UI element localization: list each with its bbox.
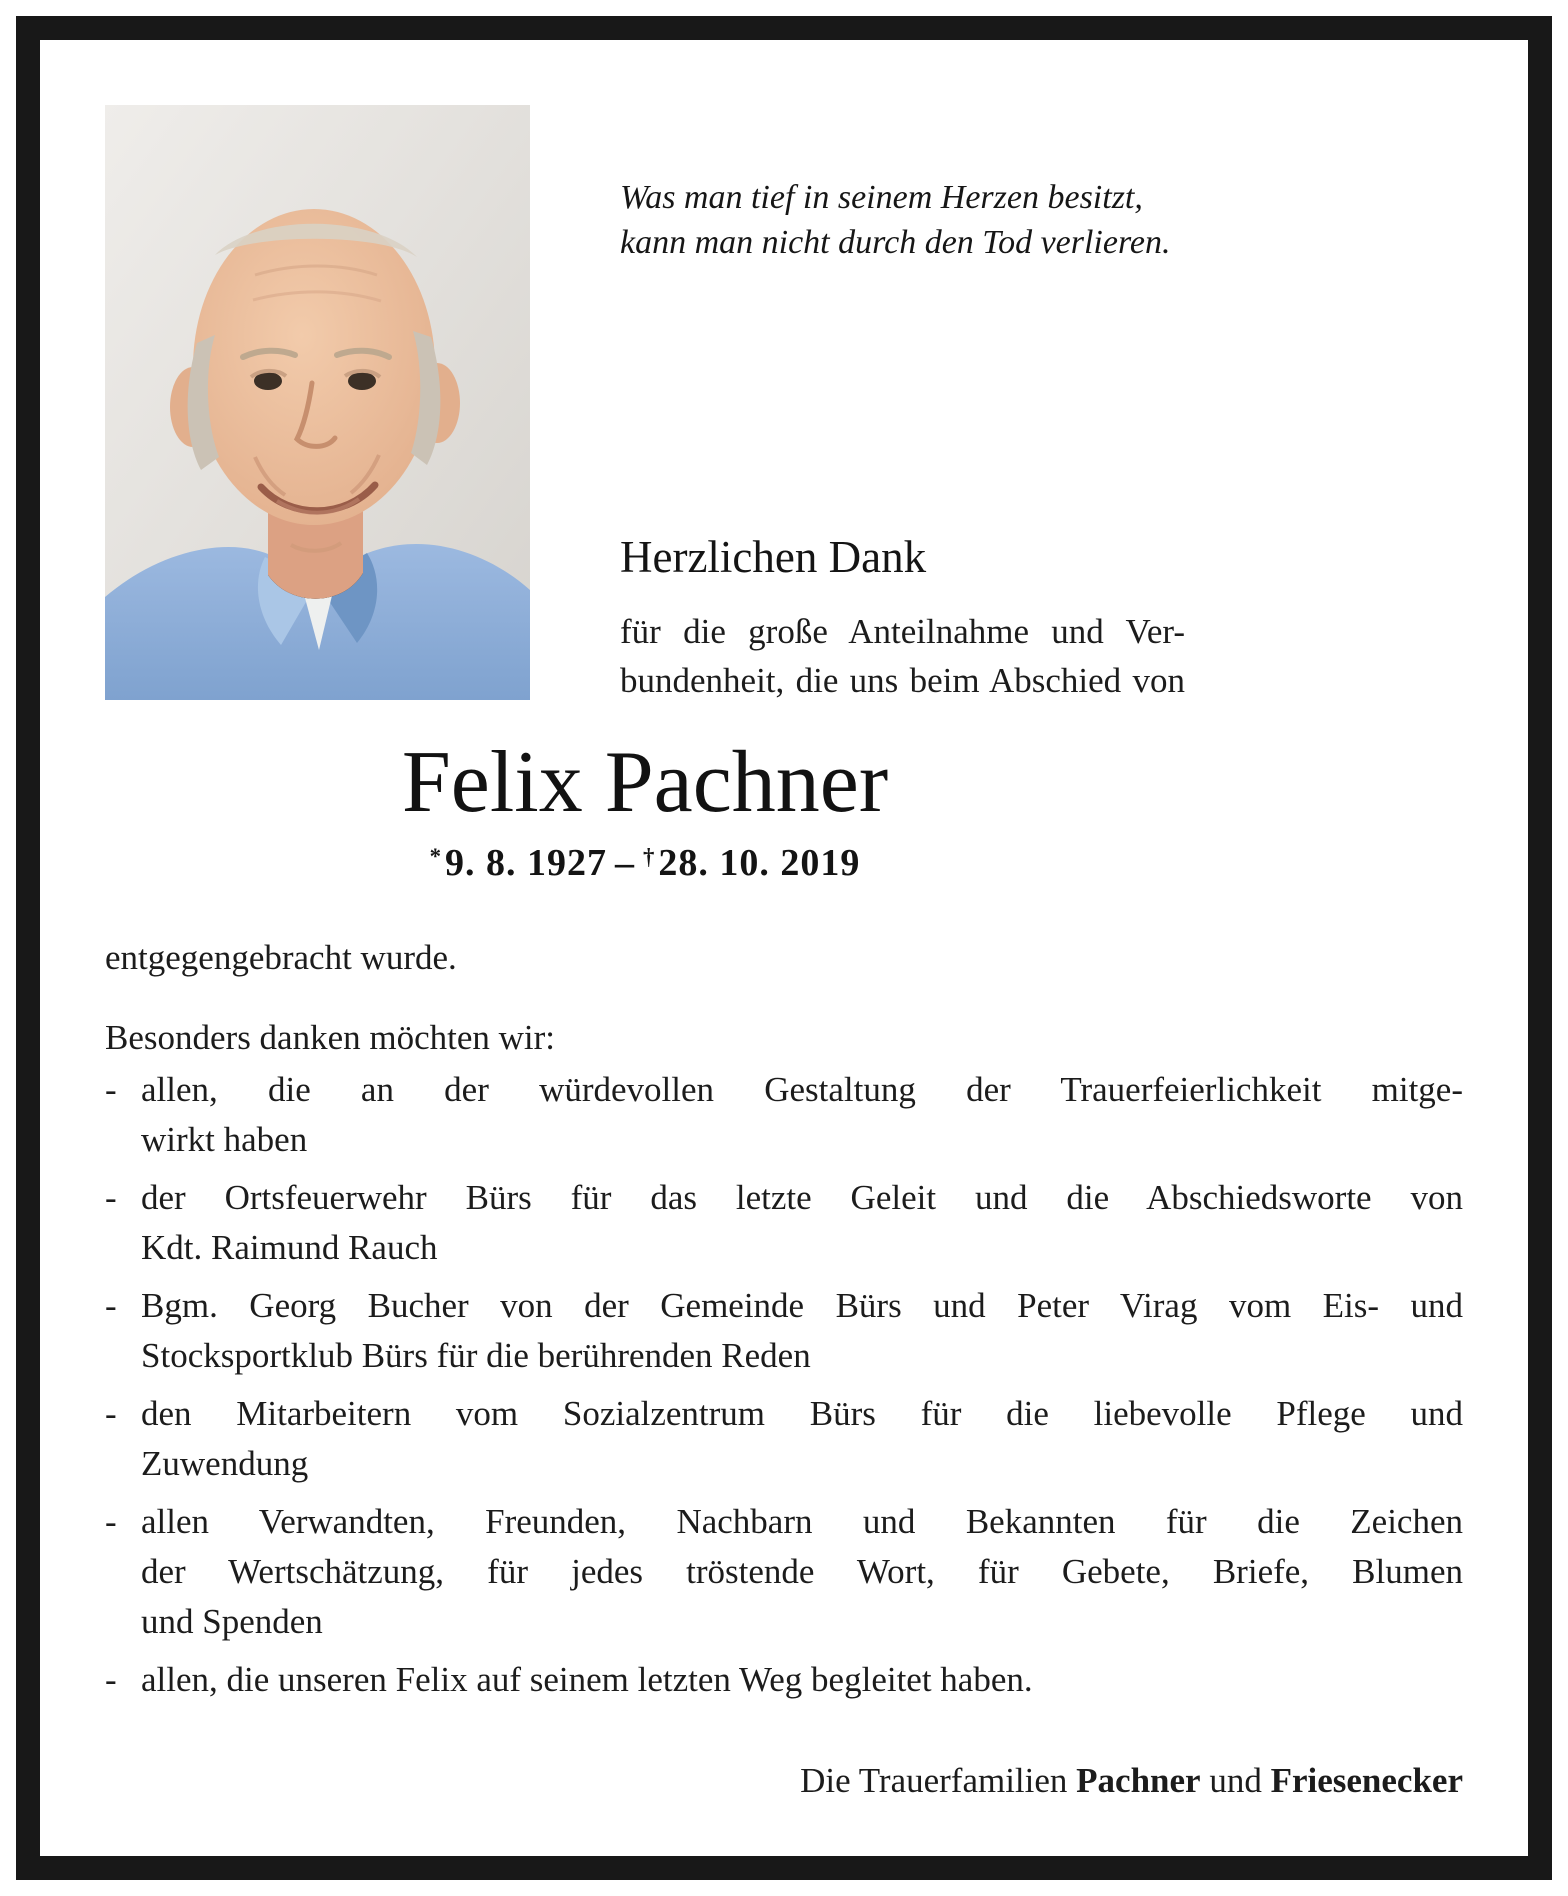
family-name-friesenecker: Friesenecker <box>1270 1761 1463 1800</box>
top-block <box>105 105 1185 705</box>
quote-line: Was man tief in seinem Herzen besitzt, <box>620 179 1143 216</box>
name-block <box>105 734 1185 885</box>
dash-bullet: - <box>105 1286 117 1325</box>
list-item-line: allen, die an der würdevollen Gestaltung der Trauerfeierlichkeit mitge- <box>141 1070 1463 1109</box>
portrait-illustration <box>105 105 530 700</box>
list-item-text <box>141 1655 1463 1705</box>
life-dates <box>105 841 1185 885</box>
dates-separator: – <box>615 842 635 884</box>
dash-bullet: - <box>105 1660 117 1699</box>
intro-paragraph <box>620 607 1185 705</box>
list-item <box>105 1389 1463 1489</box>
list-item-line: Kdt. Raimund Rauch <box>141 1228 438 1267</box>
deceased-name: Felix Pachner <box>401 734 889 831</box>
acknowledgment-line: entgegengebracht wurde. <box>105 938 457 977</box>
birth-symbol: * <box>429 843 442 869</box>
list-item <box>105 1173 1463 1273</box>
list-item-line: der Ortsfeuerwehr Bürs für das letzte Geleit und die Abschiedsworte von <box>141 1178 1463 1217</box>
list-item-text <box>141 1281 1463 1381</box>
intro-line: für die große Anteilnahme und Ver- <box>620 612 1185 651</box>
list-item <box>105 1655 1463 1705</box>
list-item-line: Stocksportklub Bürs für die berührenden Reden <box>141 1336 811 1375</box>
dash-bullet: - <box>105 1394 117 1433</box>
list-item-line: wirkt haben <box>141 1120 308 1159</box>
dash-bullet: - <box>105 1070 117 1109</box>
list-item-text <box>141 1497 1463 1647</box>
list-item <box>105 1281 1463 1381</box>
thanks-list <box>105 1065 1463 1705</box>
dash-bullet: - <box>105 1502 117 1541</box>
dash-bullet: - <box>105 1178 117 1217</box>
list-item <box>105 1065 1463 1165</box>
quote-line: kann man nicht durch den Tod verlieren. <box>620 224 1171 261</box>
list-item-line: den Mitarbeitern vom Sozialzentrum Bürs für die liebevolle Pflege und <box>141 1394 1463 1433</box>
list-item-text <box>141 1173 1463 1273</box>
footer-line <box>105 1757 1463 1805</box>
thanks-heading: Herzlichen Dank <box>620 532 927 582</box>
death-date: 28. 10. 2019 <box>658 842 861 884</box>
thanks-intro: Besonders danken möchten wir: <box>105 1018 556 1057</box>
list-item-text <box>141 1065 1463 1165</box>
family-name-pachner: Pachner <box>1076 1761 1201 1800</box>
list-item-line: der Wertschätzung, für jedes tröstende Wort, für Gebete, Briefe, Blumen <box>141 1552 1463 1591</box>
death-symbol: † <box>643 843 656 869</box>
memorial-quote <box>620 175 1185 265</box>
list-item-line: und Spenden <box>141 1602 323 1641</box>
list-item-line: Bgm. Georg Bucher von der Gemeinde Bürs und Peter Virag vom Eis- und <box>141 1286 1463 1325</box>
list-item-line: Zuwendung <box>141 1444 309 1483</box>
birth-date: 9. 8. 1927 <box>445 842 607 884</box>
list-item-line: allen, die unseren Felix auf seinem letzten Weg begleitet haben. <box>141 1660 1033 1699</box>
right-column <box>620 105 1185 705</box>
list-item <box>105 1497 1463 1647</box>
footer-prefix: Die Trauerfamilien <box>800 1761 1077 1800</box>
list-item-line: allen Verwandten, Freunden, Nachbarn und Bekannten für die Zeichen <box>141 1502 1463 1541</box>
memorial-card <box>16 16 1552 1880</box>
portrait-photo <box>105 105 530 700</box>
list-item-text <box>141 1389 1463 1489</box>
footer-connector: und <box>1200 1761 1271 1800</box>
intro-line: bundenheit, die uns beim Abschied von <box>620 661 1185 700</box>
